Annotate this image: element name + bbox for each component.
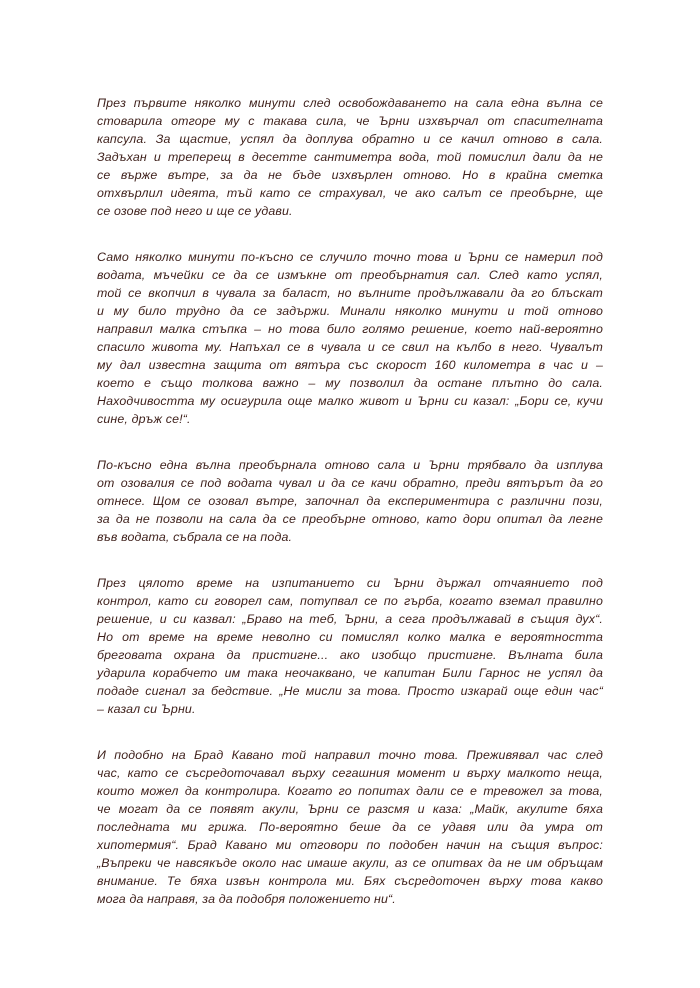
text-line: час, като се съсредоточавал върху сегашния момент и върху малкото неща, xyxy=(97,766,603,780)
text-line: подаде сигнал за бедствие. „Не мисли за това. Просто изкарай още един час“ xyxy=(97,684,603,698)
text-line: сине, дръж се!“. xyxy=(97,412,191,426)
text-line: „Въпреки че навсякъде около нас имаше акули, аз се опитвах да не им обръщам xyxy=(97,856,603,870)
text-line: което е също толкова важно – му позволил да остане плътно до сала. xyxy=(97,376,603,390)
text-line: той се вкопчил в чувала за баласт, но вълните продължавали да го блъскат xyxy=(97,286,603,300)
paragraph-3 xyxy=(97,456,603,546)
text-line: И подобно на Брад Кавано той направил точно това. Преживявал час след xyxy=(97,748,603,762)
text-line: По-късно една вълна преобърнала отново сала и Ърни трябвало да изплува xyxy=(97,458,603,472)
text-line: последната ми грижа. По-вероятно беше да се удавя или да умра от xyxy=(97,820,603,834)
text-line: хипотермия“. Брад Кавано ми отговори по подобен начин на същия въпрос: xyxy=(97,838,603,852)
text-line: решение, и си казвал: „Браво на теб, Ърни, а сега продължавай в същия дух“. xyxy=(97,612,603,626)
text-line: – казал си Ърни. xyxy=(97,702,196,716)
text-line: капсула. За щастие, успял да доплува обратно и се качил отново в сала. xyxy=(97,132,603,146)
text-line: Само няколко минути по-късно се случило точно това и Ърни се намерил под xyxy=(97,250,603,264)
text-line: отнесе. Щом се озовал вътре, започнал да експериментира с различни пози, xyxy=(97,494,603,508)
text-line: Задъхан и треперещ в десетте сантиметра вода, той помислил дали да не xyxy=(97,150,603,164)
text-line: му дал известна защита от вятъра със скорост 160 километра в час и – xyxy=(97,358,603,372)
paragraph-1 xyxy=(97,94,603,220)
document-body xyxy=(97,94,603,936)
text-line: Находчивостта му осигурила още малко живот и Ърни си казал: „Бори се, кучи xyxy=(97,394,603,408)
text-line: контрол, като си говорел сам, потупвал се по гърба, когато вземал правилно xyxy=(97,594,603,608)
text-line: мога да направя, за да подобря положението ни“. xyxy=(97,892,396,906)
text-line: направил малка стъпка – но това било голямо решение, което най-вероятно xyxy=(97,322,603,336)
text-line: водата, мъчейки се да се измъкне от преобърнатия сал. След като успял, xyxy=(97,268,603,282)
text-line: във водата, събрала се на пода. xyxy=(97,530,293,544)
paragraph-5 xyxy=(97,746,603,908)
text-line: бреговата охрана да пристигне... ако изобщо пристигне. Вълната била xyxy=(97,648,603,662)
text-line: През първите няколко минути след освобождаването на сала една вълна се xyxy=(97,96,603,110)
text-line: които можел да контролира. Когато го попитах дали се е тревожел за това, xyxy=(97,784,603,798)
paragraph-2 xyxy=(97,248,603,428)
text-line: стоварила отгоре му с такава сила, че Ърни изхвърчал от спасителната xyxy=(97,114,603,128)
paragraph-4 xyxy=(97,574,603,718)
text-line: се върже вътре, за да не бъде изхвърлен отново. Но в крайна сметка xyxy=(97,168,603,182)
text-line: ударила корабчето им така неочаквано, че капитан Били Гарнос не успял да xyxy=(97,666,603,680)
text-line: че могат да се появят акули, Ърни се разсмя и каза: „Майк, акулите бяха xyxy=(97,802,603,816)
text-line: През цялото време на изпитанието си Ърни държал отчаянието под xyxy=(97,576,603,590)
text-line: внимание. Те бяха извън контрола ми. Бях съсредоточен върху това какво xyxy=(97,874,603,888)
text-line: от озовалия се под водата чувал и да се качи обратно, преди вятърът да го xyxy=(97,476,603,490)
text-line: и му било трудно да се задържи. Минали няколко минути и той отново xyxy=(97,304,603,318)
text-line: за да не позволи на сала да се преобърне отново, като дори опитал да легне xyxy=(97,512,603,526)
text-line: отхвърлил идеята, тъй като се страхувал, че ако салът се преобърне, ще xyxy=(97,186,603,200)
text-line: се озове под него и ще се удави. xyxy=(97,204,293,218)
text-line: спасило живота му. Напъхал се в чувала и се свил на кълбо в него. Чувалът xyxy=(97,340,603,354)
text-line: Но от време на време неволно си помислял колко малка е вероятността xyxy=(97,630,603,644)
